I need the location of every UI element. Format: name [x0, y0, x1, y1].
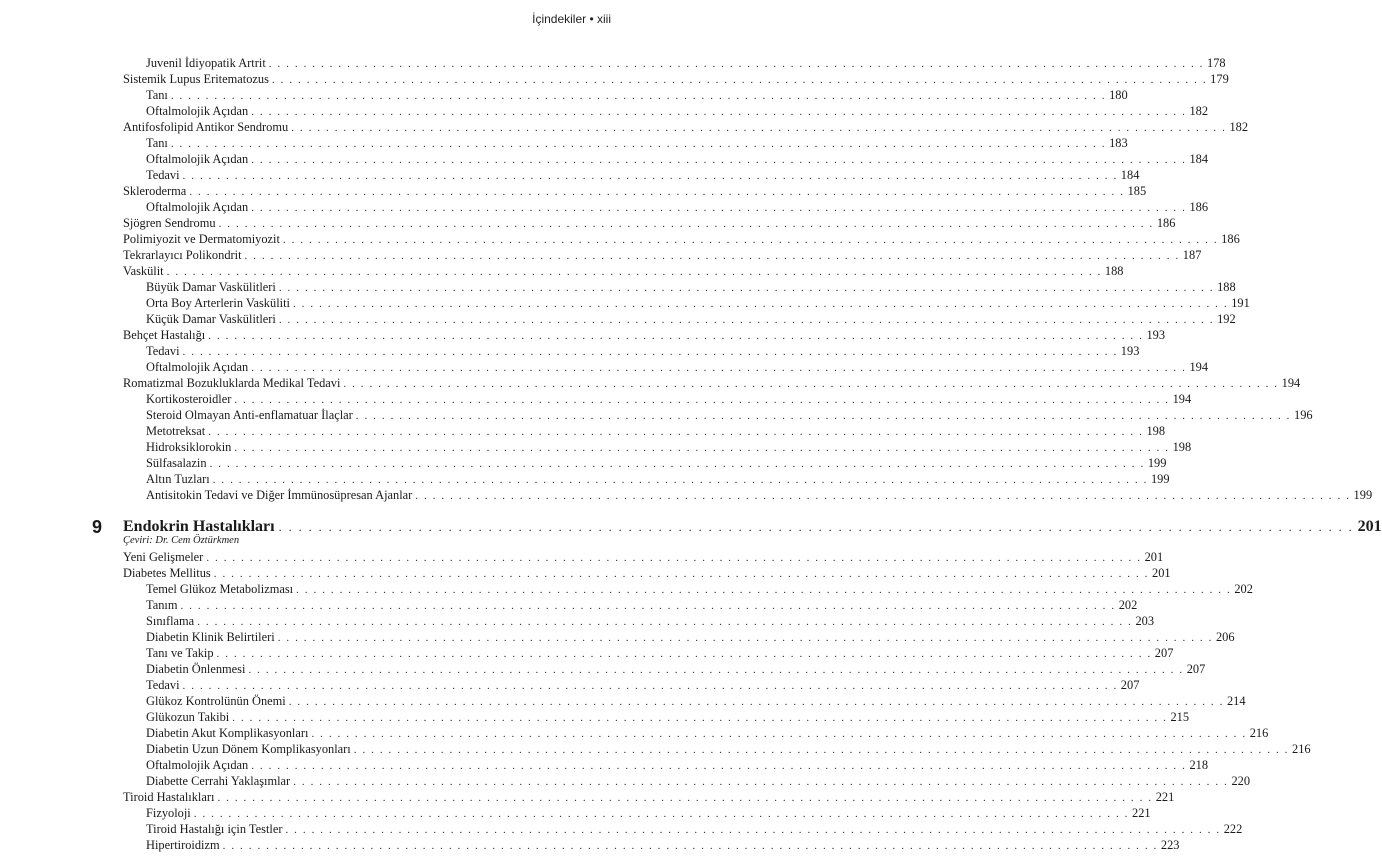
leader-dots: . . . . . . . . . . . . . . . . . . . . . . . . . . . . . . . . . . . . . . . . . . . . . . . . . . . . . . . . . . . . . . . . . . . . . . . . . . . . . . . . . . . . . . . . . . . . . . . . . . . . . . . . . . . .	[213, 568, 1150, 580]
toc-entry-page: 216	[1292, 742, 1311, 756]
toc-entry-title: Skleroderma	[123, 184, 187, 198]
toc-entry[interactable]	[123, 629, 1235, 645]
toc-entry-title: Hipertiroidizm	[146, 838, 220, 852]
leader-dots: . . . . . . . . . . . . . . . . . . . . . . . . . . . . . . . . . . . . . . . . . . . . . . . . . . . . . . . . . . . . . . . . . . . . . . . . . . . . . . . . . . . . . . . . . . . . . . . . . . . . . . . . . . . .	[311, 728, 1247, 740]
toc-entry-title: Sülfasalazin	[146, 456, 207, 470]
toc-entry-page: 199	[1147, 456, 1167, 470]
toc-entry-page: 182	[1229, 120, 1249, 134]
toc-entry-page: 221	[1132, 806, 1151, 820]
toc-entry-page: 207	[1186, 662, 1206, 676]
toc-entry-page: 202	[1118, 598, 1138, 612]
toc-entry-title: Diabetin Klinik Belirtileri	[146, 630, 275, 644]
leader-dots: . . . . . . . . . . . . . . . . . . . . . . . . . . . . . . . . . . . . . . . . . . . . . . . . . . . . . . . . . . . . . . . . . . . . . . . . . . . . . . . . . . . . . . . . . . . . . . . . . . . . . . . . . . . .	[234, 442, 1170, 454]
toc-entry-page: 184	[1189, 152, 1209, 166]
toc-entry[interactable]	[123, 581, 1253, 597]
toc-entry-page: 199	[1353, 488, 1373, 502]
toc-entry[interactable]	[123, 821, 1243, 837]
toc-entry-title: Romatizmal Bozukluklarda Medikal Tedavi	[123, 376, 341, 390]
toc-entry-page: 187	[1182, 248, 1202, 262]
toc-entry[interactable]	[123, 167, 1140, 183]
leader-dots: . . . . . . . . . . . . . . . . . . . . . . . . . . . . . . . . . . . . . . . . . . . . . . . . . . . . . . . . . . . . . . . . . . . . . . . . . . . . . . . . . . . . . . . . . . . . . . . . . . . . . . . . . . . .	[217, 792, 1153, 804]
leader-dots: . . . . . . . . . . . . . . . . . . . . . . . . . . . . . . . . . . . . . . . . . . . . . . . . . . . . . . . . . . . . . . . . . . . . . . . . . . . . . . . . . . . . . . . . . . . . . . . . . . . . . . . . . . . .	[208, 426, 1144, 438]
toc-entry-page: 193	[1120, 344, 1140, 358]
toc-entry-title: Antisitokin Tedavi ve Diğer İmmünosüpresan Ajanlar	[146, 488, 413, 502]
leader-dots: . . . . . . . . . . . . . . . . . . . . . . . . . . . . . . . . . . . . . . . . . . . . . . . . . . . . . . . . . . . . . . . . . . . . . . . . . . . . . . . . . . . . . . . . . . . . . . . . . . . . . . . . . . . .	[206, 552, 1142, 564]
toc-entry-title: Tedavi	[146, 344, 180, 358]
toc-entry-page: 194	[1281, 376, 1301, 390]
toc-entry-page: 185	[1127, 184, 1147, 198]
toc-entry-title: Büyük Damar Vaskülitleri	[146, 280, 276, 294]
leader-dots: . . . . . . . . . . . . . . . . . . . . . . . . . . . . . . . . . . . . . . . . . . . . . . . . . . . . . . . . . . . . . . . . . . . . . . . . . . . . . . . . . . . . . . . . . . . . . . . . . . . . . . . . . . . .	[291, 122, 1227, 134]
toc-entry-title: Glükozun Takibi	[146, 710, 230, 724]
toc-entry-title: Juvenil İdiyopatik Artrit	[146, 56, 266, 70]
toc-entry[interactable]	[123, 311, 1236, 327]
toc-entry[interactable]	[123, 471, 1170, 487]
leader-dots: . . . . . . . . . . . . . . . . . . . . . . . . . . . . . . . . . . . . . . . . . . . . . . . . . . . . . . . . . . . . . . . . . . . . . . . . . . . . . . . . . . . . . . . . . . . . . . . . . . . . . . . . . . . .	[218, 218, 1154, 230]
toc-entry-title: Oftalmolojik Açıdan	[146, 152, 249, 166]
toc-entry-page: 206	[1215, 630, 1235, 644]
toc-entry[interactable]	[123, 343, 1140, 359]
toc-entry-title: Tanım	[146, 598, 178, 612]
leader-dots: . . . . . . . . . . . . . . . . . . . . . . . . . . . . . . . . . . . . . . . . . . . . . . . . . . . . . . . . . . . . . . . . . . . . . . . . . . . . . . . . . . . . . . . . . . . . . . . . . . . . . . . . . . . .	[278, 314, 1215, 326]
toc-entry-title: Temel Glükoz Metabolizması	[146, 582, 294, 596]
toc-entry[interactable]	[123, 709, 1190, 725]
toc-entry-title: Tiroid Hastalıkları	[123, 790, 215, 804]
leader-dots: . . . . . . . . . . . . . . . . . . . . . . . . . . . . . . . . . . . . . . . . . . . . . . . . . . . . . . . . . . . . . . . . . . . . . . . . . . . . . . . . . . . . . . . . . . . . . . . . . . . . . . . . . . . .	[293, 776, 1229, 788]
leader-dots: . . . . . . . . . . . . . . . . . . . . . . . . . . . . . . . . . . . . . . . . . . . . . . . . . . . . . . . . . . . . . . . . . . . . . . . . . . . . . . . . . . . . . . . . . . . . . . . . . . . . . . . . . . . .	[251, 106, 1187, 118]
toc-entry-title: Fizyoloji	[146, 806, 191, 820]
toc-entry-page: 214	[1226, 694, 1246, 708]
leader-dots: . . . . . . . . . . . . . . . . . . . . . . . . . . . . . . . . . . . . . . . . . . . . . . . . . . . . . . . . . . . . . . . . . . . . . . . . . . . . . . . . . . . . . . . . . . . . . . . . . . . . . . . . . . . .	[208, 330, 1144, 342]
leader-dots: . . . . . . . . . . . . . . . . . . . . . . . . . . . . . . . . . . . . . . . . . . . . . . . . . . . . . . . . . . . . . . . . . . . . . . . . . . . . . . . . . . . . . . . . . . . . . . . . . . . . . . . . . . . .	[268, 58, 1205, 70]
toc-entry-page: 182	[1189, 104, 1209, 118]
toc-entry-title: Tanı	[146, 88, 168, 102]
toc-entry-page: 220	[1231, 774, 1251, 788]
toc-entry[interactable]	[123, 725, 1269, 741]
toc-entry-page: 180	[1109, 88, 1128, 102]
toc-entry[interactable]	[123, 87, 1128, 103]
toc-entry[interactable]	[123, 613, 1155, 629]
toc-entry-page: 183	[1109, 136, 1128, 150]
leader-dots: . . . . . . . . . . . . . . . . . . . . . . . . . . . . . . . . . . . . . . . . . . . . . . . . . . . . . . . . . . . . . . . . . . . . . . . . . . . . . . . . . . . . . . . . . . . . . . . . . . . . . . . . . . . .	[232, 712, 1168, 724]
leader-dots: . . . . . . . . . . . . . . . . . . . . . . . . . . . . . . . . . . . . . . . . . . . . . . . . . . . . . . . . . . . . . . . . . . . . . . . . . . . . . . . . . . . . . . . . . . . . . . . . . . . . . . . . . . . .	[182, 170, 1118, 182]
toc-entry-page: 201	[1152, 566, 1171, 580]
toc-entry-title: Hidroksiklorokin	[146, 440, 232, 454]
toc-entry-page: 198	[1172, 440, 1192, 454]
toc-entry-title: Küçük Damar Vaskülitleri	[146, 312, 276, 326]
leader-dots: . . . . . . . . . . . . . . . . . . . . . . . . . . . . . . . . . . . . . . . . . . . . . . . . . . . . . . . . . . . . . . . . . . . . . . . . . . . . . . . . . . . . . . . . . . . . . . . . . . . . . . . . . . . .	[189, 186, 1125, 198]
toc-entry[interactable]	[123, 151, 1209, 167]
chapter-title: Endokrin Hastalıkları	[123, 518, 275, 535]
toc-entry[interactable]	[123, 693, 1246, 709]
toc-entry-title: Oftalmolojik Açıdan	[146, 104, 249, 118]
toc-entry[interactable]	[123, 661, 1206, 677]
toc-entry-title: Diabette Cerrahi Yaklaşımlar	[146, 774, 291, 788]
running-header: İçindekiler • xiii	[532, 12, 611, 26]
toc-entry-title: Vaskülit	[123, 264, 164, 278]
toc-entry-page: 194	[1172, 392, 1192, 406]
toc-entry-page: 188	[1104, 264, 1124, 278]
toc-entry[interactable]	[123, 773, 1251, 789]
toc-entry-title: Tedavi	[146, 168, 180, 182]
leader-dots: . . . . . . . . . . . . . . . . . . . . . . . . . . . . . . . . . . . . . . . . . . . . . . . . . . . . . . . . . . . . . . . . . . . . . . . . . . . . . . . . . . . . . . . . . . . . . . . . . . . . . . . . . . . .	[193, 808, 1129, 820]
toc-entry-page: 194	[1189, 360, 1209, 374]
toc-entry-title: Behçet Hastalığı	[123, 328, 206, 342]
toc-entry-page: 207	[1120, 678, 1140, 692]
leader-dots: . . . . . . . . . . . . . . . . . . . . . . . . . . . . . . . . . . . . . . . . . . . . . . . . . . . . . . . . . . . . . . . . . . . . . . . . . . . . . . . . . . . . . . . . . . . . . . . . . . . . . . . . . . . .	[355, 410, 1292, 422]
toc-entry-title: Antifosfolipid Antikor Sendromu	[123, 120, 289, 134]
toc-entry[interactable]	[123, 215, 1176, 231]
toc-entry[interactable]	[123, 757, 1209, 773]
toc-list-bottom	[123, 549, 1311, 853]
toc-entry-page: 196	[1294, 408, 1313, 422]
leader-dots: . . . . . . . . . . . . . . . . . . . . . . . . . . . . . . . . . . . . . . . . . . . . . . . . . . . . . . . . . . . . . . . . . . . . . . . . . . . . . . . . . . . . . . . . . . . . . . . . . . . . . . . . . . . .	[222, 840, 1158, 852]
toc-entry-page: 192	[1217, 312, 1236, 326]
toc-entry[interactable]	[123, 407, 1313, 423]
toc-entry[interactable]	[123, 455, 1167, 471]
leader-dots: . . . . . . . . . . . . . . . . . . . . . . . . . . . . . . . . . . . . . . . . . . . . . . . . . . . . . . . . . . . . . . . . . . . . . . . . . . . . . . . . . . . . . . . . . . . . . . . . . . . . . . . . . . . .	[353, 744, 1289, 756]
translator-credit: Çeviri: Dr. Cem Öztürkmen	[123, 535, 240, 546]
leader-dots: . . . . . . . . . . . . . . . . . . . . . . . . . . . . . . . . . . . . . . . . . . . . . . . . . . . . . . . . . . . . . . . . . . . . . . . . . . . . . . . . . . . . . . . . . . . . . . . . . . . . . . . . . . . .	[251, 202, 1187, 214]
toc-entry-title: Oftalmolojik Açıdan	[146, 200, 249, 214]
leader-dots: . . . . . . . . . . . . . . . . . . . . . . . . . . . . . . . . . . . . . . . . . . . . . . . . . . . . . . . . . . . . . . . . . . . . . . . . . . . . . . . . . . . . . . . . . . . . . . . . . . . . . . . . . . . .	[277, 632, 1213, 644]
toc-entry-page: 201	[1144, 550, 1164, 564]
toc-entry-title: Oftalmolojik Açıdan	[146, 360, 249, 374]
toc-entry-page: 186	[1189, 200, 1209, 214]
toc-entry-page: 223	[1160, 838, 1180, 852]
leader-dots: . . . . . . . . . . . . . . . . . . . . . . . . . . . . . . . . . . . . . . . . . . . . . . . . . . . . . . . . . . . . . . . . . . . . . . . . . . . . . . . . . . . . . . . . . . . . . . . . . . . . . . . . . . . .	[282, 234, 1219, 246]
leader-dots: . . . . . . . . . . . . . . . . . . . . . . . . . . . . . . . . . . . . . . . . . . . . . . . . . . . . . . . . . . . . . . . . . . . . . . . . . . . . . . . . . . . . . . . . . . . . . . . . . . . . . . . . . . . .	[343, 378, 1279, 390]
toc-entry-page: 186	[1156, 216, 1176, 230]
toc-entry-page: 202	[1234, 582, 1253, 596]
toc-entry[interactable]	[123, 327, 1166, 343]
toc-entry-title: Tekrarlayıcı Polikondrit	[123, 248, 242, 262]
leader-dots: . . . . . . . . . . . . . . . . . . . . . . . . . . . . . . . . . . . . . . . . . . . . . . . . . . . . . . . . . . . . . . . . . . . . . . . . . . . . . . . . . . . . . . . . . . . . . . . . . . . . . . . . . . . .	[251, 362, 1187, 374]
toc-entry-page: 199	[1150, 472, 1170, 486]
toc-entry-title: Tanı ve Takip	[146, 646, 214, 660]
toc-entry[interactable]	[123, 119, 1249, 135]
toc-entry-page: 193	[1146, 328, 1166, 342]
leader-dots: . . . . . . . . . . . . . . . . . . . . . . . . . . . . . . . . . . . . . . . . . . . . . . . . . . . . . . . . . . . . . . . . . . . . . . . . . . . . . . . . . . . . . . . . . . . . . . . . . . . . . . . . . . . .	[248, 664, 1184, 676]
toc-entry-page: 184	[1120, 168, 1140, 182]
toc-entry[interactable]	[123, 805, 1151, 821]
toc-entry-title: Steroid Olmayan Anti-enflamatuar İlaçlar	[146, 408, 353, 422]
leader-dots: . . . . . . . . . . . . . . . . . . . . . . . . . . . . . . . . . . . . . . . . . . . . . . . . . . . . . . . . . . . . . . . . . . . . . . . . . . . . . . . . . . . . . . . . . . . . . . . . . . . . . . . . . . . .	[292, 298, 1229, 310]
toc-entry[interactable]	[123, 487, 1373, 503]
leader-dots: . . . . . . . . . . . . . . . . . . . . . . . . . . . . . . . . . . . . . . . . . . . . . . . . . . . . . . . . . . . . . . . . . . . . . . . . . . . . . . . . . . . . . . . . . . . . . . . . . . . . . . . . . . . .	[288, 696, 1224, 708]
toc-entry[interactable]	[123, 71, 1229, 87]
toc-entry-page: 221	[1155, 790, 1175, 804]
toc-entry-page: 207	[1154, 646, 1174, 660]
leader-dots: . . . . . . . . . . . . . . . . . . . . . . . . . . . . . . . . . . . . . . . . . . . . . . . . . . . . . . . . . . . . . . . . . . . . . . . . . . . . . . . . . . . . . . . . . . . . . . . . . . . . . . . . . . . .	[197, 616, 1133, 628]
toc-list-top	[123, 55, 1373, 503]
toc-entry-page: 178	[1207, 56, 1226, 70]
toc-entry[interactable]	[123, 391, 1192, 407]
toc-entry-title: Diabetin Önlenmesi	[146, 662, 246, 676]
leader-dots: . . . . . . . . . . . . . . . . . . . . . . . . . . . . . . . . . . . . . . . . . . . . . . . . . . . . . . . . . . . . . . . . . . . . . . . . . . . . . . . . . . . . . . . . . . . . . . . . . . . . . . . . . . . .	[278, 520, 1354, 534]
toc-entry[interactable]	[123, 837, 1180, 853]
toc-entry-title: Sistemik Lupus Eritematozus	[123, 72, 269, 86]
leader-dots: . . . . . . . . . . . . . . . . . . . . . . . . . . . . . . . . . . . . . . . . . . . . . . . . . . . . . . . . . . . . . . . . . . . . . . . . . . . . . . . . . . . . . . . . . . . . . . . . . . . . . . . . . . . .	[296, 584, 1232, 596]
toc-entry[interactable]	[123, 439, 1192, 455]
leader-dots: . . . . . . . . . . . . . . . . . . . . . . . . . . . . . . . . . . . . . . . . . . . . . . . . . . . . . . . . . . . . . . . . . . . . . . . . . . . . . . . . . . . . . . . . . . . . . . . . . . . . . . . . . . . .	[285, 824, 1221, 836]
leader-dots: . . . . . . . . . . . . . . . . . . . . . . . . . . . . . . . . . . . . . . . . . . . . . . . . . . . . . . . . . . . . . . . . . . . . . . . . . . . . . . . . . . . . . . . . . . . . . . . . . . . . . . . . . . . .	[251, 154, 1187, 166]
leader-dots: . . . . . . . . . . . . . . . . . . . . . . . . . . . . . . . . . . . . . . . . . . . . . . . . . . . . . . . . . . . . . . . . . . . . . . . . . . . . . . . . . . . . . . . . . . . . . . . . . . . . . . . . . . . .	[180, 600, 1116, 612]
toc-entry[interactable]	[123, 565, 1171, 581]
toc-entry-title: Yeni Gelişmeler	[123, 550, 204, 564]
toc-entry[interactable]	[123, 199, 1209, 215]
leader-dots: . . . . . . . . . . . . . . . . . . . . . . . . . . . . . . . . . . . . . . . . . . . . . . . . . . . . . . . . . . . . . . . . . . . . . . . . . . . . . . . . . . . . . . . . . . . . . . . . . . . . . . . . . . . .	[182, 680, 1118, 692]
toc-entry[interactable]	[123, 135, 1128, 151]
toc-entry-page: 203	[1135, 614, 1155, 628]
toc-entry[interactable]	[123, 359, 1209, 375]
leader-dots: . . . . . . . . . . . . . . . . . . . . . . . . . . . . . . . . . . . . . . . . . . . . . . . . . . . . . . . . . . . . . . . . . . . . . . . . . . . . . . . . . . . . . . . . . . . . . . . . . . . . . . . . . . . .	[244, 250, 1180, 262]
leader-dots: . . . . . . . . . . . . . . . . . . . . . . . . . . . . . . . . . . . . . . . . . . . . . . . . . . . . . . . . . . . . . . . . . . . . . . . . . . . . . . . . . . . . . . . . . . . . . . . . . . . . . . . . . . . .	[166, 266, 1102, 278]
toc-entry-title: Metotreksat	[146, 424, 206, 438]
toc-entry-title: Polimiyozit ve Dermatomiyozit	[123, 232, 280, 246]
leader-dots: . . . . . . . . . . . . . . . . . . . . . . . . . . . . . . . . . . . . . . . . . . . . . . . . . . . . . . . . . . . . . . . . . . . . . . . . . . . . . . . . . . . . . . . . . . . . . . . . . . . . . . . . . . . .	[182, 346, 1118, 358]
toc-entry[interactable]	[123, 231, 1240, 247]
toc-entry-title: Sjögren Sendromu	[123, 216, 216, 230]
toc-entry[interactable]	[123, 549, 1164, 565]
leader-dots: . . . . . . . . . . . . . . . . . . . . . . . . . . . . . . . . . . . . . . . . . . . . . . . . . . . . . . . . . . . . . . . . . . . . . . . . . . . . . . . . . . . . . . . . . . . . . . . . . . . . . . . . . . . .	[251, 760, 1187, 772]
toc-entry[interactable]	[123, 183, 1147, 199]
leader-dots: . . . . . . . . . . . . . . . . . . . . . . . . . . . . . . . . . . . . . . . . . . . . . . . . . . . . . . . . . . . . . . . . . . . . . . . . . . . . . . . . . . . . . . . . . . . . . . . . . . . . . . . . . . . .	[170, 90, 1107, 102]
toc-entry[interactable]	[123, 741, 1311, 757]
leader-dots: . . . . . . . . . . . . . . . . . . . . . . . . . . . . . . . . . . . . . . . . . . . . . . . . . . . . . . . . . . . . . . . . . . . . . . . . . . . . . . . . . . . . . . . . . . . . . . . . . . . . . . . . . . . .	[234, 394, 1170, 406]
toc-entry-title: Oftalmolojik Açıdan	[146, 758, 249, 772]
toc-entry-title: Altın Tuzları	[146, 472, 210, 486]
toc-entry[interactable]	[123, 279, 1236, 295]
toc-entry-title: Sınıflama	[146, 614, 195, 628]
leader-dots: . . . . . . . . . . . . . . . . . . . . . . . . . . . . . . . . . . . . . . . . . . . . . . . . . . . . . . . . . . . . . . . . . . . . . . . . . . . . . . . . . . . . . . . . . . . . . . . . . . . . . . . . . . . .	[415, 490, 1351, 502]
toc-entry-page: 218	[1189, 758, 1209, 772]
toc-entry[interactable]	[123, 597, 1138, 613]
toc-entry[interactable]	[123, 103, 1209, 119]
leader-dots: . . . . . . . . . . . . . . . . . . . . . . . . . . . . . . . . . . . . . . . . . . . . . . . . . . . . . . . . . . . . . . . . . . . . . . . . . . . . . . . . . . . . . . . . . . . . . . . . . . . . . . . . . . . .	[170, 138, 1107, 150]
leader-dots: . . . . . . . . . . . . . . . . . . . . . . . . . . . . . . . . . . . . . . . . . . . . . . . . . . . . . . . . . . . . . . . . . . . . . . . . . . . . . . . . . . . . . . . . . . . . . . . . . . . . . . . . . . . .	[271, 74, 1208, 86]
toc-entry-title: Glükoz Kontrolünün Önemi	[146, 694, 286, 708]
toc-entry-page: 186	[1221, 232, 1240, 246]
toc-entry[interactable]	[123, 295, 1250, 311]
toc-entry[interactable]	[123, 789, 1175, 805]
leader-dots: . . . . . . . . . . . . . . . . . . . . . . . . . . . . . . . . . . . . . . . . . . . . . . . . . . . . . . . . . . . . . . . . . . . . . . . . . . . . . . . . . . . . . . . . . . . . . . . . . . . . . . . . . . . .	[209, 458, 1145, 470]
toc-entry-page: 216	[1249, 726, 1269, 740]
toc-entry[interactable]	[123, 423, 1166, 439]
toc-entry-page: 179	[1210, 72, 1229, 86]
toc-entry[interactable]	[123, 375, 1301, 391]
toc-entry[interactable]	[123, 247, 1202, 263]
toc-entry-page: 191	[1231, 296, 1250, 310]
toc-entry[interactable]	[123, 263, 1124, 279]
toc-entry-page: 215	[1170, 710, 1190, 724]
toc-entry-page: 188	[1217, 280, 1236, 294]
toc-entry-title: Diabetes Mellitus	[123, 566, 211, 580]
toc-entry-title: Orta Boy Arterlerin Vasküliti	[146, 296, 290, 310]
toc-entry-title: Diabetin Uzun Dönem Komplikasyonları	[146, 742, 351, 756]
leader-dots: . . . . . . . . . . . . . . . . . . . . . . . . . . . . . . . . . . . . . . . . . . . . . . . . . . . . . . . . . . . . . . . . . . . . . . . . . . . . . . . . . . . . . . . . . . . . . . . . . . . . . . . . . . . .	[216, 648, 1152, 660]
toc-entry[interactable]	[123, 645, 1174, 661]
toc-entry-title: Diabetin Akut Komplikasyonları	[146, 726, 309, 740]
toc-entry[interactable]	[123, 55, 1226, 71]
toc-entry-page: 198	[1146, 424, 1166, 438]
toc-entry-title: Tanı	[146, 136, 168, 150]
toc-entry-title: Tiroid Hastalığı için Testler	[146, 822, 283, 836]
chapter-number: 9	[92, 517, 103, 537]
toc-entry-title: Kortikosteroidler	[146, 392, 232, 406]
leader-dots: . . . . . . . . . . . . . . . . . . . . . . . . . . . . . . . . . . . . . . . . . . . . . . . . . . . . . . . . . . . . . . . . . . . . . . . . . . . . . . . . . . . . . . . . . . . . . . . . . . . . . . . . . . . .	[212, 474, 1148, 486]
chapter-page: 201	[1357, 518, 1382, 535]
toc-entry-page: 222	[1223, 822, 1243, 836]
toc-entry[interactable]	[123, 677, 1140, 693]
leader-dots: . . . . . . . . . . . . . . . . . . . . . . . . . . . . . . . . . . . . . . . . . . . . . . . . . . . . . . . . . . . . . . . . . . . . . . . . . . . . . . . . . . . . . . . . . . . . . . . . . . . . . . . . . . . .	[278, 282, 1215, 294]
toc-entry-title: Tedavi	[146, 678, 180, 692]
